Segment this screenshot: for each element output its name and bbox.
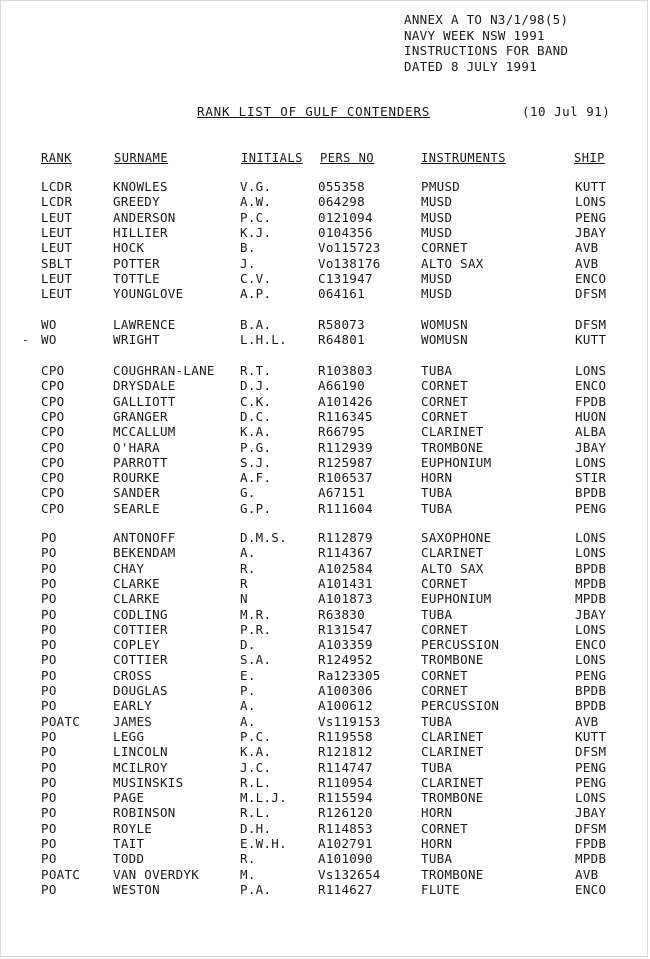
rank-cell: PO [41,805,57,821]
surname-cell: ROBINSON [113,805,176,821]
rank-cell: CPO [41,424,65,440]
document-title: RANK LIST OF GULF CONTENDERS [197,104,431,119]
instrument-cell: MUSD [421,224,453,240]
instrument-cell: CORNET [421,683,468,698]
initials-cell: A.W. [240,194,272,210]
instrument-cell: TUBA [421,713,453,729]
pers-no-cell: R131547 [318,621,373,637]
ship-cell: LONS [575,652,607,668]
column-header-rank: RANK [41,151,72,165]
column-header-initials: INITIALS [241,151,303,165]
rank-cell: PO [41,759,57,775]
pers-no-cell: R106537 [318,470,373,486]
ship-cell: ENCO [575,637,607,653]
instrument-cell: EUPHONIUM [421,454,492,470]
pers-no-cell: Vs132654 [318,866,381,882]
instrument-cell: MUSD [421,209,453,225]
instrument-cell: TUBA [421,500,453,516]
pers-no-cell: R103803 [318,363,373,378]
annex-reference-block [404,12,568,74]
initials-cell: L.H.L. [240,332,287,348]
initials-cell: A. [240,698,256,714]
rank-cell: PO [41,652,57,668]
rank-cell: PO [41,621,57,637]
surname-cell: TAIT [113,836,145,851]
initials-cell: K.A. [240,744,272,760]
surname-cell: GRANGER [113,408,168,424]
instrument-cell: CLARINET [421,424,484,440]
rank-cell: PO [41,545,57,561]
ship-cell: ENCO [575,378,607,394]
initials-cell: A.P. [240,286,272,302]
rank-cell: PO [41,820,57,836]
pers-no-cell: R121812 [318,744,373,760]
pers-no-cell: R126120 [318,805,373,821]
ship-cell: BPDB [575,485,607,501]
rank-cell: PO [41,591,57,607]
surname-cell: ROYLE [113,820,153,836]
pers-no-cell: 0104356 [318,224,373,240]
pers-no-cell: R111604 [318,500,373,516]
rank-cell: PO [41,881,57,897]
instrument-cell: TROMBONE [421,790,484,806]
ship-cell: LONS [575,530,607,545]
pers-no-cell: A100612 [318,698,373,714]
ship-cell: JBAY [575,224,607,240]
initials-cell: D.C. [240,408,272,424]
rank-cell: POATC [41,713,81,729]
initials-cell: P.G. [240,439,272,455]
ship-cell: DFSM [575,744,607,760]
surname-cell: HOCK [113,240,145,256]
surname-cell: PAGE [113,790,145,806]
surname-cell: LEGG [113,728,145,744]
ship-cell: KUTT [575,179,607,194]
pers-no-cell: R116345 [318,408,373,424]
instrument-cell: CLARINET [421,774,484,790]
surname-cell: DOUGLAS [113,683,168,698]
surname-cell: PARROTT [113,454,168,470]
rank-cell: PO [41,606,57,622]
rank-cell: CPO [41,408,65,424]
instrument-cell: TUBA [421,485,453,501]
rank-cell: PO [41,530,57,545]
pers-no-cell: 064298 [318,194,365,210]
surname-cell: DRYSDALE [113,378,176,394]
pers-no-cell: Vs119153 [318,713,381,729]
instrument-cell: ALTO SAX [421,255,484,271]
instrument-cell: PERCUSSION [421,698,500,714]
instrument-cell: TUBA [421,851,453,867]
initials-cell: P.C. [240,728,272,744]
surname-cell: HILLIER [113,224,168,240]
surname-cell: LINCOLN [113,744,168,760]
ship-cell: PENG [575,774,607,790]
initials-cell: D.H. [240,820,272,836]
initials-cell: J.C. [240,759,272,775]
initials-cell: M.L.J. [240,790,287,806]
surname-cell: GALLIOTT [113,393,176,409]
rank-cell: LEUT [41,286,73,302]
initials-cell: R.T. [240,363,272,378]
pers-no-cell: Vo115723 [318,240,381,256]
initials-cell: P. [240,683,256,698]
instrument-cell: CORNET [421,621,468,637]
margin-tick-mark: - [22,333,30,347]
surname-cell: MUSINSKIS [113,774,184,790]
initials-cell: B.A. [240,317,272,332]
initials-cell: R. [240,560,256,576]
pers-no-cell: R114853 [318,820,373,836]
rank-cell: LEUT [41,240,73,256]
surname-cell: CODLING [113,606,168,622]
initials-cell: R [240,575,248,591]
rank-cell: WO [41,332,57,348]
column-header-surname: SURNAME [114,151,169,165]
ship-cell: AVB [575,255,599,271]
ship-cell: STIR [575,470,607,486]
pers-no-cell: A102791 [318,836,373,851]
instrument-cell: HORN [421,470,453,486]
initials-cell: C.V. [240,270,272,286]
annex-line: ANNEX A TO N3/1/98(5) [404,12,569,27]
ship-cell: BPDB [575,683,607,698]
rank-cell: PO [41,698,57,714]
surname-cell: TOTTLE [113,270,160,286]
initials-cell: R.L. [240,805,272,821]
initials-cell: S.J. [240,454,272,470]
rank-cell: PO [41,744,57,760]
ship-cell: FPDB [575,393,607,409]
annex-line: DATED 8 JULY 1991 [404,58,538,74]
pers-no-cell: A67151 [318,485,365,501]
rank-cell: CPO [41,485,65,501]
ship-cell: PENG [575,209,607,225]
surname-cell: POTTER [113,255,160,271]
ship-cell: MPDB [575,591,607,607]
ship-cell: JBAY [575,439,607,455]
rank-cell: PO [41,774,57,790]
pers-no-cell: R114747 [318,759,373,775]
surname-cell: COTTIER [113,621,168,637]
pers-no-cell: R114627 [318,881,373,897]
initials-cell: A. [240,545,256,561]
annex-line: INSTRUCTIONS FOR BAND [404,43,569,58]
rank-cell: PO [41,667,57,683]
pers-no-cell: R125987 [318,454,373,470]
initials-cell: K.A. [240,424,272,440]
rank-cell: LEUT [41,209,73,225]
ship-cell: PENG [575,759,607,775]
instrument-cell: HORN [421,805,453,821]
initials-cell: D.J. [240,378,272,394]
initials-cell: S.A. [240,652,272,668]
initials-cell: J. [240,255,256,271]
surname-cell: CROSS [113,667,153,683]
ship-cell: ENCO [575,881,607,897]
surname-cell: WRIGHT [113,332,160,348]
rank-cell: PO [41,683,57,698]
ship-cell: AVB [575,240,599,256]
ship-cell: LONS [575,790,607,806]
ship-cell: DFSM [575,317,607,332]
ship-cell: JBAY [575,606,607,622]
instrument-cell: HORN [421,836,453,851]
pers-no-cell: R64801 [318,332,365,348]
pers-no-cell: R115594 [318,790,373,806]
rank-cell: PO [41,637,57,653]
initials-cell: P.R. [240,621,272,637]
rank-cell: LEUT [41,270,73,286]
instrument-cell: CLARINET [421,744,484,760]
instrument-cell: TROMBONE [421,439,484,455]
rank-cell: CPO [41,500,65,516]
rank-cell: CPO [41,378,65,394]
ship-cell: LONS [575,363,607,378]
pers-no-cell: A101431 [318,575,373,591]
rank-cell: SBLT [41,255,73,271]
instrument-cell: TUBA [421,759,453,775]
rank-cell: CPO [41,470,65,486]
instrument-cell: CORNET [421,378,468,394]
rank-cell: CPO [41,439,65,455]
surname-cell: SANDER [113,485,160,501]
ship-cell: KUTT [575,728,607,744]
ship-cell: ENCO [575,270,607,286]
initials-cell: N [240,591,248,607]
instrument-cell: PMUSD [421,179,461,194]
instrument-cell: MUSD [421,270,453,286]
initials-cell: M. [240,866,256,882]
pers-no-cell: A103359 [318,637,373,653]
initials-cell: B. [240,240,256,256]
document-date: (10 Jul 91) [522,104,611,119]
ship-cell: LONS [575,621,607,637]
initials-cell: P.C. [240,209,272,225]
surname-cell: TODD [113,851,145,867]
surname-cell: ANTONOFF [113,530,176,545]
surname-cell: O'HARA [113,439,160,455]
rank-cell: LCDR [41,179,73,194]
rank-cell: PO [41,575,57,591]
rank-cell: LEUT [41,224,73,240]
column-header-instruments: INSTRUMENTS [421,151,506,165]
initials-cell: D.M.S. [240,530,287,545]
surname-cell: BEKENDAM [113,545,176,561]
surname-cell: VAN OVERDYK [113,866,200,882]
surname-cell: COUGHRAN-LANE [113,363,215,378]
initials-cell: G. [240,485,256,501]
column-header-ship: SHIP [574,151,605,165]
surname-cell: GREEDY [113,194,160,210]
ship-cell: ALBA [575,424,607,440]
instrument-cell: CORNET [421,667,468,683]
instrument-cell: ALTO SAX [421,560,484,576]
initials-cell: A.F. [240,470,272,486]
pers-no-cell: 0121094 [318,209,373,225]
rank-cell: CPO [41,393,65,409]
ship-cell: HUON [575,408,607,424]
ship-cell: PENG [575,500,607,516]
surname-cell: COTTIER [113,652,168,668]
instrument-cell: MUSD [421,286,453,302]
pers-no-cell: A101873 [318,591,373,607]
surname-cell: EARLY [113,698,153,714]
pers-no-cell: R63830 [318,606,365,622]
rank-cell: PO [41,560,57,576]
rank-cell: LCDR [41,194,73,210]
surname-cell: SEARLE [113,500,160,516]
surname-cell: WESTON [113,881,160,897]
instrument-cell: MUSD [421,194,453,210]
initials-cell: K.J. [240,224,272,240]
rank-cell: CPO [41,454,65,470]
pers-no-cell: R112879 [318,530,373,545]
rank-cell: POATC [41,866,81,882]
instrument-cell: WOMUSN [421,317,468,332]
instrument-cell: WOMUSN [421,332,468,348]
rank-cell: PO [41,851,57,867]
pers-no-cell: R114367 [318,545,373,561]
surname-cell: ANDERSON [113,209,176,225]
pers-no-cell: R119558 [318,728,373,744]
surname-cell: MCCALLUM [113,424,176,440]
instrument-cell: TROMBONE [421,652,484,668]
surname-cell: ROURKE [113,470,160,486]
surname-cell: CLARKE [113,591,160,607]
pers-no-cell: R110954 [318,774,373,790]
pers-no-cell: 064161 [318,286,365,302]
pers-no-cell: Ra123305 [318,667,381,683]
pers-no-cell: 055358 [318,179,365,194]
instrument-cell: CORNET [421,240,468,256]
instrument-cell: FLUTE [421,881,461,897]
pers-no-cell: A101426 [318,393,373,409]
ship-cell: BPDB [575,698,607,714]
instrument-cell: CLARINET [421,728,484,744]
initials-cell: P.A. [240,881,272,897]
initials-cell: R. [240,851,256,867]
instrument-cell: TUBA [421,606,453,622]
ship-cell: DFSM [575,286,607,302]
surname-cell: LAWRENCE [113,317,176,332]
rank-cell: PO [41,728,57,744]
instrument-cell: TUBA [421,363,453,378]
pers-no-cell: R66795 [318,424,365,440]
rank-cell: PO [41,790,57,806]
initials-cell: E. [240,667,256,683]
surname-cell: CLARKE [113,575,160,591]
initials-cell: C.K. [240,393,272,409]
instrument-cell: PERCUSSION [421,637,500,653]
instrument-cell: TROMBONE [421,866,484,882]
ship-cell: JBAY [575,805,607,821]
instrument-cell: EUPHONIUM [421,591,492,607]
pers-no-cell: R112939 [318,439,373,455]
initials-cell: A. [240,713,256,729]
surname-cell: MCILROY [113,759,168,775]
instrument-cell: CORNET [421,820,468,836]
annex-line: NAVY WEEK NSW 1991 [404,27,545,43]
ship-cell: KUTT [575,332,607,348]
surname-cell: YOUNGLOVE [113,286,184,302]
instrument-cell: CLARINET [421,545,484,561]
initials-cell: R.L. [240,774,272,790]
ship-cell: PENG [575,667,607,683]
pers-no-cell: C131947 [318,270,373,286]
surname-cell: CHAY [113,560,145,576]
column-header-pers-no: PERS NO [320,151,375,165]
ship-cell: DFSM [575,820,607,836]
surname-cell: COPLEY [113,637,160,653]
initials-cell: V.G. [240,179,272,194]
instrument-cell: CORNET [421,408,468,424]
ship-cell: AVB [575,866,599,882]
ship-cell: AVB [575,713,599,729]
ship-cell: BPDB [575,560,607,576]
rank-cell: CPO [41,363,65,378]
pers-no-cell: A66190 [318,378,365,394]
initials-cell: D. [240,637,256,653]
ship-cell: MPDB [575,575,607,591]
initials-cell: G.P. [240,500,272,516]
pers-no-cell: A101090 [318,851,373,867]
surname-cell: JAMES [113,713,153,729]
pers-no-cell: A100306 [318,683,373,698]
instrument-cell: CORNET [421,393,468,409]
ship-cell: FPDB [575,836,607,851]
ship-cell: MPDB [575,851,607,867]
pers-no-cell: R124952 [318,652,373,668]
initials-cell: E.W.H. [240,836,287,851]
pers-no-cell: Vo138176 [318,255,381,271]
rank-cell: WO [41,317,57,332]
pers-no-cell: R58073 [318,317,365,332]
ship-cell: LONS [575,454,607,470]
ship-cell: LONS [575,194,607,210]
instrument-cell: SAXOPHONE [421,530,492,545]
rank-cell: PO [41,836,57,851]
pers-no-cell: A102584 [318,560,373,576]
initials-cell: M.R. [240,606,272,622]
surname-cell: KNOWLES [113,179,168,194]
ship-cell: LONS [575,545,607,561]
instrument-cell: CORNET [421,575,468,591]
